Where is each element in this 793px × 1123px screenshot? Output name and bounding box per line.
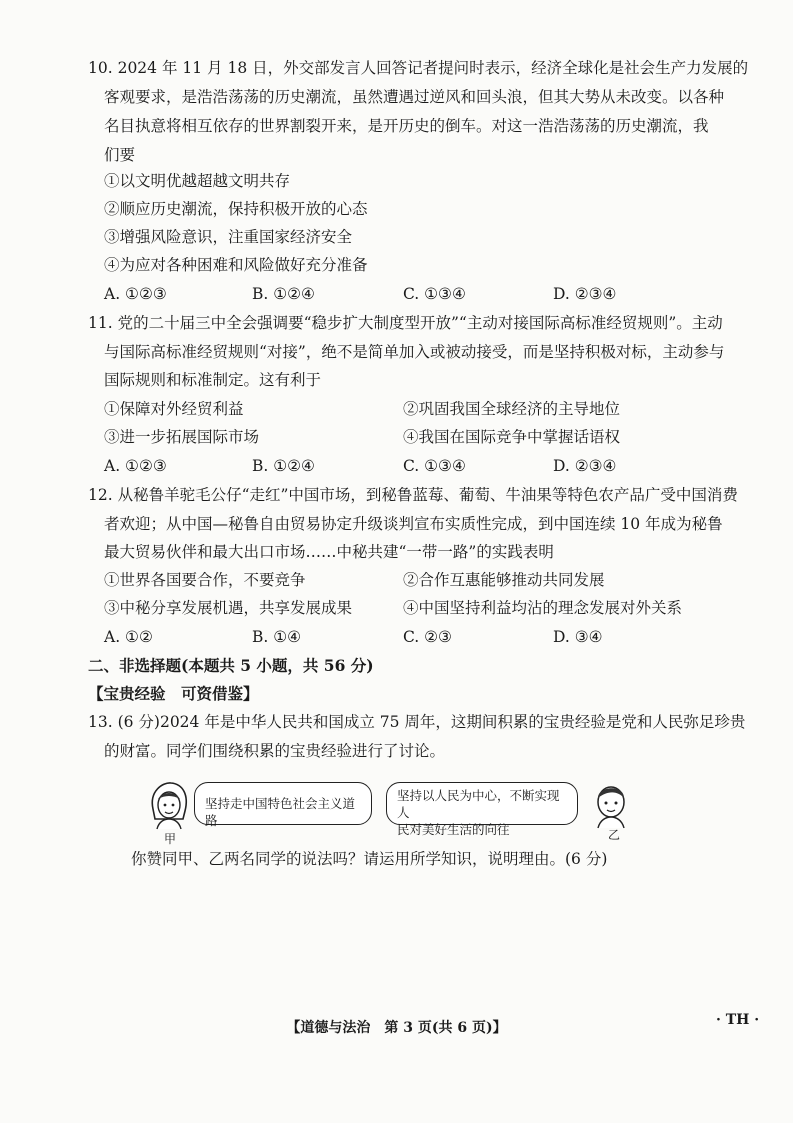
q11-line-3: 国际规则和标准制定。这有利于 [104,371,322,389]
subsection-heading: 【宝贵经验 可资借鉴】 [88,684,259,703]
q10-statement-1: ①以文明优越超越文明共存 [104,172,291,190]
q11-statement-3: ③进一步拓展国际市场 [104,428,260,446]
q12-line-3: 最大贸易伙伴和最大出口市场……中秘共建“一带一路”的实践表明 [104,543,554,561]
q13-question: 你赞同甲、乙两名同学的说法吗？请运用所学知识，说明理由。(6 分) [131,850,608,868]
q12-choice-d[interactable]: D. ③④ [553,628,603,646]
q12-statement-4: ④中国坚持利益均沾的理念发展对外关系 [403,599,683,617]
bubble-yi-text-2: 民对美好生活的向往 [397,822,510,837]
q12-statement-1: ①世界各国要合作，不要竞争 [104,571,306,589]
q12-choice-c[interactable]: C. ②③ [403,628,452,646]
q12-line-2: 者欢迎；从中国—秘鲁自由贸易协定升级谈判宣布实质性完成，到中国连续 10 年成为秘鲁 [104,515,723,533]
q11-line-2: 与国际高标准经贸规则“对接”，绝不是简单加入或被动接受，而是坚持积极对标，主动参与 [104,343,725,361]
q11-choice-d[interactable]: D. ②③④ [553,457,617,475]
corner-mark: · TH · [716,1012,760,1028]
q10-statement-3: ③增强风险意识，注重国家经济安全 [104,228,353,246]
q11-statement-2: ②巩固我国全球经济的主导地位 [403,400,621,418]
q11-choice-b[interactable]: B. ①②④ [252,457,315,475]
q11-line-1: 11. 党的二十届三中全会强调要“稳步扩大制度型开放”“主动对接国际高标准经贸规则”。主动 [88,314,723,332]
q10-choice-a[interactable]: A. ①②③ [104,285,167,303]
q11-choice-a[interactable]: A. ①②③ [104,457,167,475]
q12-line-1: 12. 从秘鲁羊驼毛公仔“走红”中国市场，到秘鲁蓝莓、葡萄、牛油果等特色农产品广受中国消费 [88,486,738,504]
page-footer: 【道德与法治 第 3 页(共 6 页)】 [286,1020,507,1036]
q10-line-4: 们要 [104,146,136,164]
q11-statement-1: ①保障对外经贸利益 [104,400,244,418]
speech-bubble-yi [386,782,578,837]
bubble-yi-text-1: 坚持以人民为中心，不断实现人 [397,788,560,820]
label-yi: 乙 [608,828,621,842]
q10-choice-b[interactable]: B. ①②④ [252,285,315,303]
q10-line-3: 名目执意将相互依存的世界割裂开来，是开历史的倒车。对这一浩浩荡荡的历史潮流，我 [104,117,709,135]
bubble-jia-text: 坚持走中国特色社会主义道路 [205,796,356,828]
student-girl-illustration [143,779,195,831]
q12-statement-3: ③中秘分享发展机遇，共享发展成果 [104,599,353,617]
label-jia: 甲 [164,832,177,846]
q12-statement-2: ②合作互惠能够推动共同发展 [403,571,605,589]
q10-choice-c[interactable]: C. ①③④ [403,285,466,303]
speech-bubble-jia [194,782,372,828]
q10-line-2: 客观要求，是浩浩荡荡的历史潮流，虽然遭遇过逆风和回头浪，但其大势从未改变。以各种 [104,88,725,106]
q11-statement-4: ④我国在国际竞争中掌握话语权 [403,428,621,446]
q13-line-1: 13. (6 分)2024 年是中华人民共和国成立 75 周年，这期间积累的宝贵经验是党和人民弥足珍贵 [88,713,746,731]
q12-choice-b[interactable]: B. ①④ [252,628,302,646]
section-heading: 二、非选择题(本题共 5 小题，共 56 分) [88,656,374,675]
q10-statement-4: ④为应对各种困难和风险做好充分准备 [104,256,368,274]
q10-statement-2: ②顺应历史潮流，保持积极开放的心态 [104,200,368,218]
q12-choice-a[interactable]: A. ①② [104,628,153,646]
q13-line-2: 的财富。同学们围绕积累的宝贵经验进行了讨论。 [104,742,446,760]
q11-choice-c[interactable]: C. ①③④ [403,457,466,475]
q10-choice-d[interactable]: D. ②③④ [553,285,617,303]
student-boy-illustration [586,778,636,830]
q10-line-1: 10. 2024 年 11 月 18 日，外交部发言人回答记者提问时表示，经济全球化是社会生产力发展的 [88,59,749,77]
